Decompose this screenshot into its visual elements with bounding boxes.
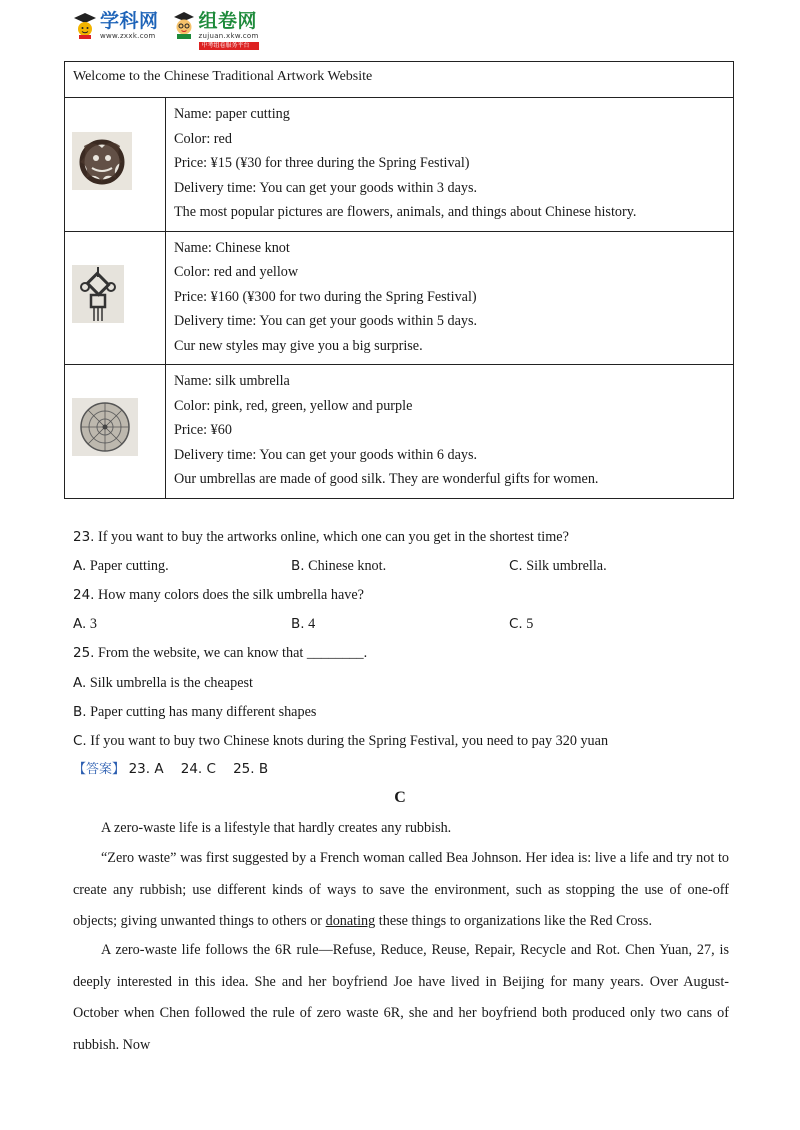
option-letter: B.: [291, 616, 305, 632]
section-heading: C: [394, 789, 406, 806]
table-row: [65, 98, 734, 232]
item-color: Color: pink, red, green, yellow and purple: [174, 397, 413, 414]
option-text: If you want to buy two Chinese knots during the Spring Festival, you need to pay 320 yuan: [90, 733, 609, 749]
table-row: [65, 365, 734, 499]
option-letter: B.: [73, 704, 87, 720]
logo-name: 学科网: [100, 10, 159, 32]
option-letter: C.: [509, 558, 523, 574]
underlined-word: donating: [325, 913, 376, 929]
passage-paragraph-3: A zero-waste life follows the 6R rule—Refuse, Reduce, Reuse, Repair, Recycle and Rot. Chen Yuan, 27, is deeply interested in this idea. She and her boyfriend Joe have lived in Beijing for many years. Over August-October when Chen followed the rule of zero waste 6R, she and her boyfriend both produced only two cans of rubbish. Now: [73, 942, 729, 1053]
item-price: Price: ¥60: [174, 422, 232, 438]
table-title: Welcome to the Chinese Traditional Artwork Website: [65, 62, 734, 98]
option-text: 4: [308, 616, 316, 632]
item-price: Price: ¥15 (¥30 for three during the Spring Festival): [174, 155, 470, 171]
option-text: Silk umbrella.: [526, 558, 607, 574]
item-note: Our umbrellas are made of good silk. They are wonderful gifts for women.: [174, 471, 599, 487]
item-note: The most popular pictures are flowers, animals, and things about Chinese history.: [174, 204, 637, 220]
answer-label: 【答案】: [73, 762, 126, 777]
item-delivery: Delivery time: You can get your goods within 5 days.: [174, 313, 478, 329]
logo-url: www.zxxk.com: [100, 32, 156, 40]
passage-paragraph-2: [73, 843, 729, 938]
item-delivery: Delivery time: You can get your goods within 6 days.: [174, 446, 478, 463]
logo-url: zujuan.xkw.com: [198, 32, 259, 40]
logo-name: 组卷网: [198, 10, 258, 32]
question-24: [73, 585, 364, 605]
paragraph-text: these things to organizations like the Red Cross.: [375, 913, 653, 929]
table-row: [65, 231, 734, 365]
item-name: Name: paper cutting: [174, 106, 290, 122]
question-text: If you want to buy the artworks online, which one can you get in the shortest time?: [98, 529, 569, 545]
item-color: Color: red and yellow: [174, 264, 299, 280]
item-note: Cur new styles may give you a big surprise.: [174, 337, 423, 354]
option-23-a[interactable]: [73, 556, 169, 576]
option-24-a[interactable]: [73, 614, 97, 634]
option-text: 5: [526, 616, 534, 632]
option-letter: C.: [73, 733, 87, 749]
option-23-c[interactable]: [509, 556, 607, 576]
header-logos: [72, 10, 271, 50]
option-24-b[interactable]: [291, 614, 315, 634]
item-delivery: Delivery time: You can get your goods within 3 days.: [174, 179, 478, 196]
paragraph-text: “Zero waste” was first suggested by a French woman called Bea Johnson. Her idea is: live a life and try not to create any rubbish; use different kinds of ways to save the environment, such as stopping the use of one-off objects; giving unwanted things to others or: [73, 850, 729, 929]
option-letter: B.: [291, 558, 305, 574]
option-letter: A.: [73, 675, 87, 691]
zujuan-logo: [171, 10, 259, 50]
chinese-knot-image: [72, 265, 124, 328]
option-25-a[interactable]: [73, 673, 253, 693]
answer-values: 23. A 24. C 25. B: [128, 761, 269, 777]
answer-line: [73, 759, 268, 780]
item-name: Name: Chinese knot: [174, 239, 290, 256]
option-text: Chinese knot.: [308, 558, 387, 574]
question-text: How many colors does the silk umbrella have?: [98, 587, 364, 603]
passage-paragraph-1: A zero-waste life is a lifestyle that hardly creates any rubbish.: [101, 820, 452, 836]
question-text: From the website, we can know that ________.: [98, 645, 368, 661]
question-number: 24.: [73, 587, 95, 603]
artwork-table: [64, 61, 734, 499]
question-number: 23.: [73, 529, 95, 545]
option-25-b[interactable]: [73, 702, 316, 722]
option-24-c[interactable]: [509, 614, 533, 634]
logo-badge: 中考组卷服务平台: [199, 42, 259, 50]
student-mascot-icon: [171, 10, 197, 40]
option-text: Silk umbrella is the cheapest: [89, 675, 253, 691]
option-text: Paper cutting has many different shapes: [90, 704, 317, 720]
graduate-cap-icon: [72, 10, 98, 40]
option-letter: A.: [73, 558, 87, 574]
item-name: Name: silk umbrella: [174, 373, 290, 389]
option-letter: A.: [73, 616, 87, 632]
question-number: 25.: [73, 645, 95, 661]
option-letter: C.: [509, 616, 523, 632]
option-text: 3: [89, 616, 97, 632]
option-25-c[interactable]: [73, 731, 608, 751]
option-23-b[interactable]: [291, 556, 386, 576]
item-color: Color: red: [174, 130, 232, 147]
xueke-logo: [72, 10, 159, 41]
option-text: Paper cutting.: [89, 558, 169, 574]
item-price: Price: ¥160 (¥300 for two during the Spring Festival): [174, 288, 477, 305]
question-23: [73, 527, 569, 547]
question-25: [73, 643, 367, 663]
silk-umbrella-image: [72, 398, 138, 461]
paper-cutting-image: [72, 132, 132, 195]
